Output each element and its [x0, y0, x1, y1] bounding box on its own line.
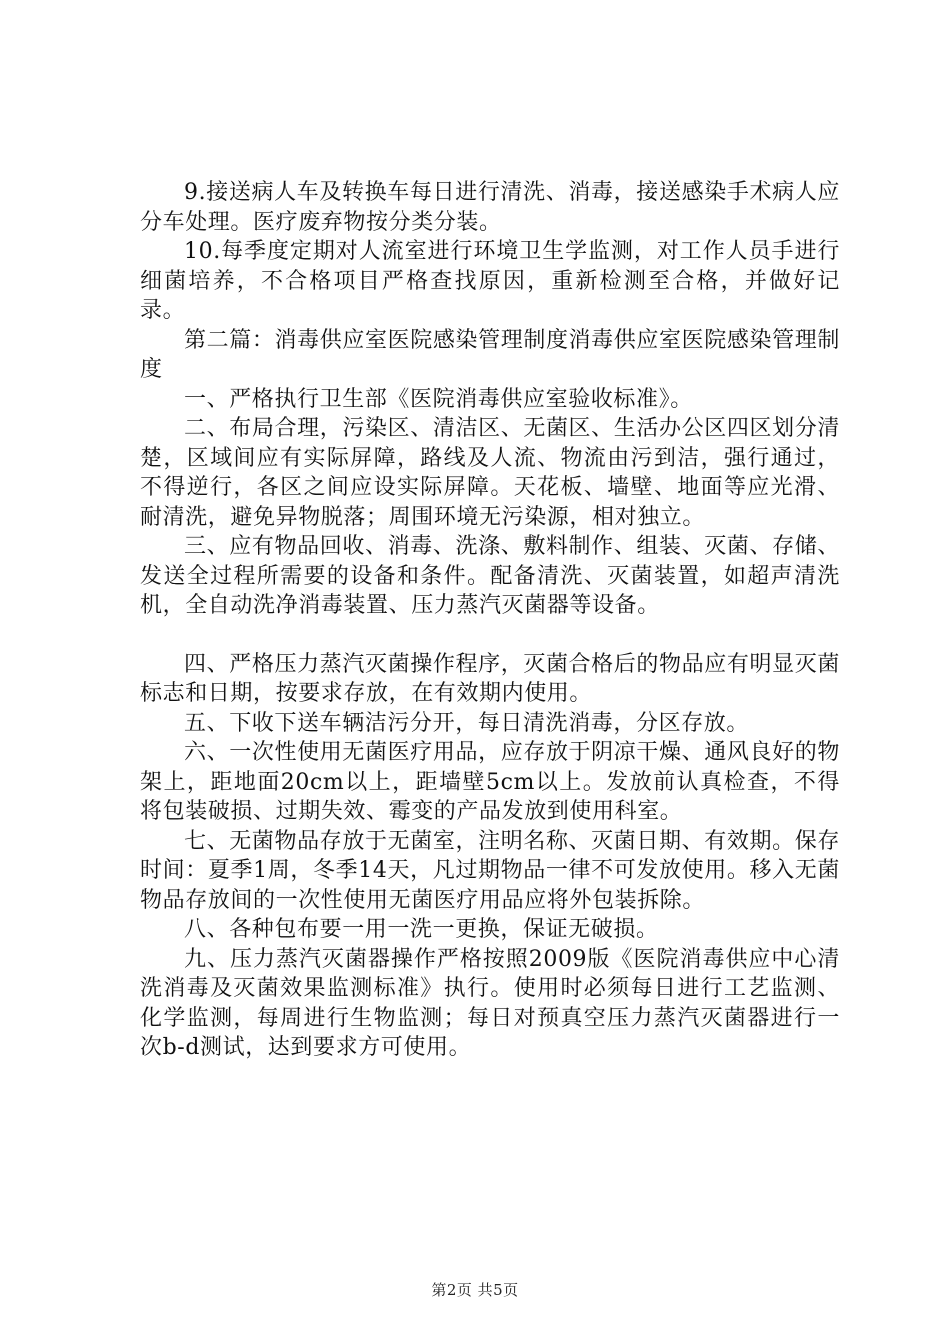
paragraph-rule-1: 一、严格执行卫生部《医院消毒供应室验收标准》。	[184, 386, 693, 412]
paragraph-rule-3: 三、应有物品回收、消毒、洗涤、敷料制作、组装、灭菌、存储、发送全过程所需要的设备和条件。配备清洗、灭菌装置，如超声清洗机，全自动洗净消毒装置、压力蒸汽灭菌器等设备。	[140, 534, 840, 618]
paragraph-rule-4: 四、严格压力蒸汽灭菌操作程序，灭菌合格后的物品应有明显灭菌标志和日期，按要求存放，在有效期内使用。	[140, 651, 840, 706]
paragraph-item-9: 9.接送病人车及转换车每日进行清洗、消毒，接送感染手术病人应分车处理。医疗废弃物按分类分装。	[140, 180, 840, 235]
paragraph-rule-8: 八、各种包布要一用一洗一更换，保证无破损。	[184, 917, 659, 942]
paragraph-rule-6: 六、一次性使用无菌医疗用品，应存放于阴凉干燥、通风良好的物架上，距地面20cm以上，距墙壁5cm以上。发放前认真检查，不得将包装破损、过期失效、霉变的产品发放到使用科室。	[140, 740, 840, 824]
paragraph-rule-9: 九、压力蒸汽灭菌器操作严格按照2009版《医院消毒供应中心清洗消毒及灭菌效果监测标准》执行。使用时必须每日进行工艺监测、化学监测，每周进行生物监测；每日对预真空压力蒸汽灭菌器进行一次b-d测试，达到要求方可使用。	[140, 946, 840, 1060]
section-heading: 第二篇：消毒供应室医院感染管理制度消毒供应室医院感染管理制度	[140, 327, 840, 382]
paragraph-rule-5: 五、下收下送车辆洁污分开，每日清洗消毒，分区存放。	[184, 710, 750, 736]
document-body	[140, 178, 840, 1063]
paragraph-item-10: 10.每季度定期对人流室进行环境卫生学监测，对工作人员手进行细菌培养，不合格项目严格查找原因，重新检测至合格，并做好记录。	[140, 239, 840, 323]
paragraph-rule-7: 七、无菌物品存放于无菌室，注明名称、灭菌日期、有效期。保存时间：夏季1周，冬季14天，凡过期物品一律不可发放使用。移入无菌物品存放间的一次性使用无菌医疗用品应将外包装拆除。	[140, 828, 840, 913]
paragraph-rule-2: 二、布局合理，污染区、清洁区、无菌区、生活办公区四区划分清楚，区域间应有实际屏障，路线及人流、物流由污到洁，强行通过，不得逆行，各区之间应设实际屏障。天花板、墙壁、地面等应光滑、耐清洗，避免异物脱落；周围环境无污染源，相对独立。	[140, 416, 840, 530]
page-number-footer: 第2页 共5页	[431, 1281, 519, 1299]
